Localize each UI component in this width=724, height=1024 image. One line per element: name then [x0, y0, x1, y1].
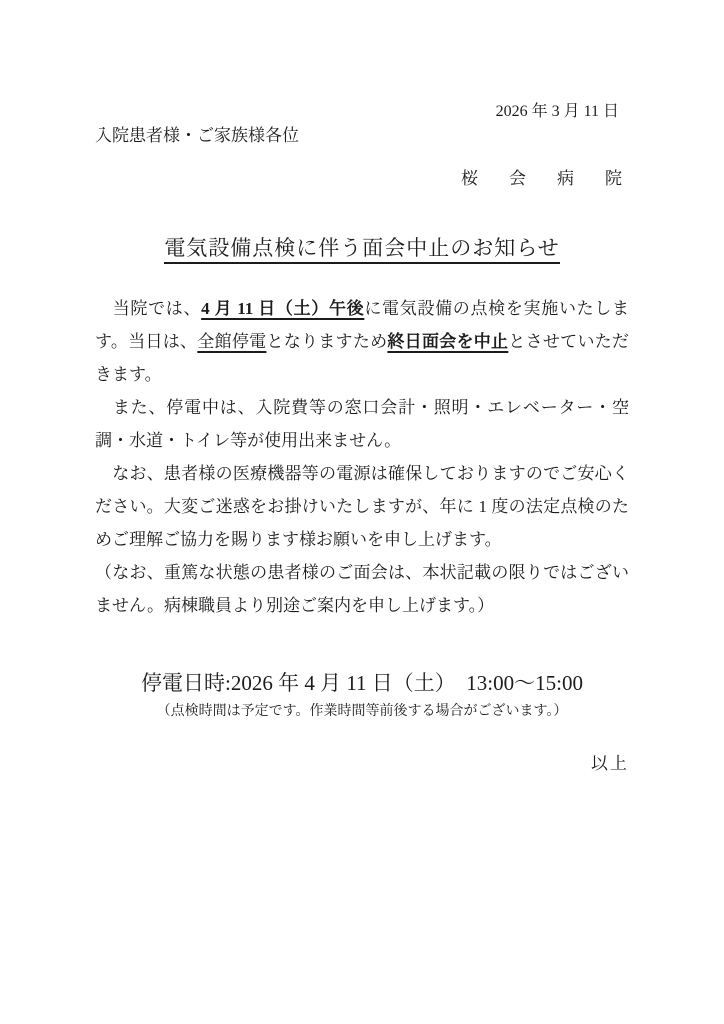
p1-full-outage-emphasis: 全館停電	[197, 332, 267, 351]
document-title: 電気設備点検に伴う面会中止のお知らせ	[164, 235, 559, 264]
outage-datetime-line: 停電日時:2026 年 4 月 11 日（土） 13:00～15:00	[141, 671, 583, 695]
p1-lead-text: 当院では、	[95, 299, 202, 318]
document-date: 2026 年 3 月 11 日	[495, 103, 619, 120]
recipient-line: 入院患者様・ご家族様各位	[95, 126, 299, 145]
paragraph-unavailable-facilities: また、停電中は、入院費等の窓口会計・照明・エレベーター・空調・水道・トイレ等が使用出来ません。	[95, 398, 629, 450]
paragraph-inspection-announcement	[95, 292, 629, 391]
sender-hospital-name: 桜 会 病 院	[461, 169, 629, 188]
outage-schedule-note: （点検時間は予定です。作業時間等前後する場合がございます。）	[156, 704, 568, 719]
closing-ijou: 以上	[591, 754, 629, 773]
p1-visit-suspension-emphasis: 終日面会を中止	[387, 332, 509, 351]
p1-closing-text: とさせていただきます。	[95, 332, 630, 384]
p1-inspection-date-emphasis: 4 月 11 日（土）午後	[201, 299, 365, 318]
title-row	[95, 235, 629, 264]
paragraph-medical-equipment-assurance: なお、患者様の医療機器等の電源は確保しておりますのでご安心ください。大変ご迷惑をお掛けいたしますが、年に 1 度の法定点検のためご理解ご協力を賜ります様お願いを申し上げます。	[95, 464, 629, 549]
body-text	[95, 292, 629, 622]
paragraph-critical-patients-exception: （なお、重篤な状態の患者様のご面会は、本状記載の限りではございません。病棟職員より別途ご案内を申し上げます。）	[95, 563, 629, 615]
p1-connector-text: となりますため	[266, 332, 388, 351]
p1-mid-text: に電気設備の点検を実施いたします。当日は、	[95, 299, 630, 351]
